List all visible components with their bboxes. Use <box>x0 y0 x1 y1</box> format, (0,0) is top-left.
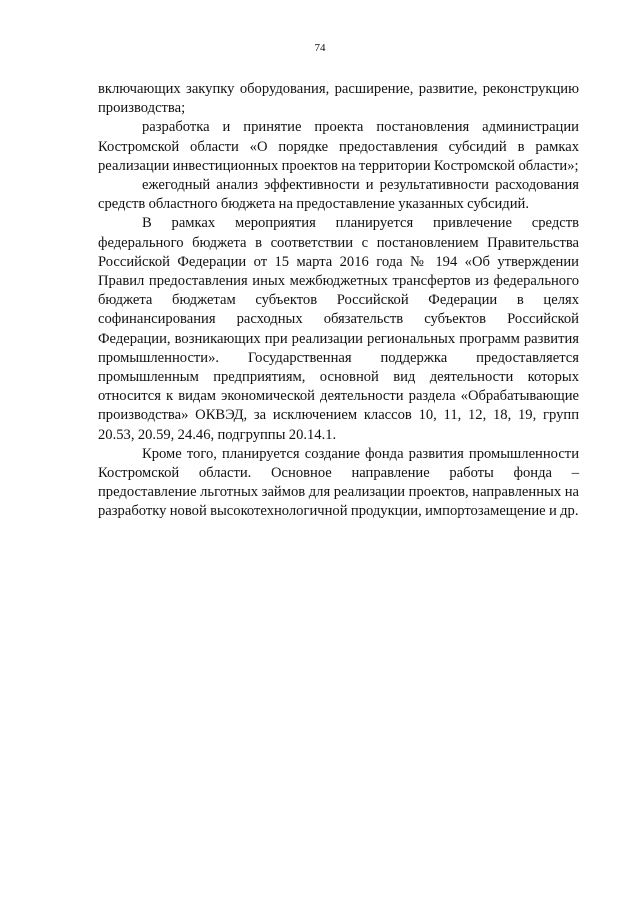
paragraph-development-fund: Кроме того, планируется создание фонда развития промышленности Костромской области. Основное направление работы фонда – предоставление льготных займов для реализации проектов, направленных на разработку новой высокотехнологичной продукции, импортозамещение и др. <box>98 445 579 520</box>
document-body <box>98 80 579 522</box>
page-number: 74 <box>314 42 326 54</box>
paragraph-annual-analysis: ежегодный анализ эффективности и результативности расходования средств областного бюджета на предоставление указанных субсидий. <box>98 177 579 213</box>
paragraph-federal-funding: В рамках мероприятия планируется привлечение средств федерального бюджета в соответствии с постановлением Правительства Российской Федерации от 15 марта 2016 года № 194 «Об утверждении Правил предоставления иных межбюджетных трансфертов из федерального бюджета бюджетам субъектов Российской Федерации в целях софинансирования расходных обязательств субъектов Российской Федерации, возникающих при реализации региональных программ развития промышленности». Государственная поддержка предоставляется промышленным предприятиям, основной вид деятельности которых относится к видам экономической деятельности раздела «Обрабатывающие производства» ОКВЭД, за исключением классов 10, 11, 12, 18, 19, групп 20.53, 20.59, 24.46, подгруппы 20.14.1. <box>98 215 579 443</box>
paragraph-continuation: включающих закупку оборудования, расширение, развитие, реконструкцию производства; <box>98 81 579 117</box>
paragraph-resolution-draft: разработка и принятие проекта постановления администрации Костромской области «О порядке предоставления субсидий в рамках реализации инвестиционных проектов на территории Костромской области»; <box>98 119 579 174</box>
